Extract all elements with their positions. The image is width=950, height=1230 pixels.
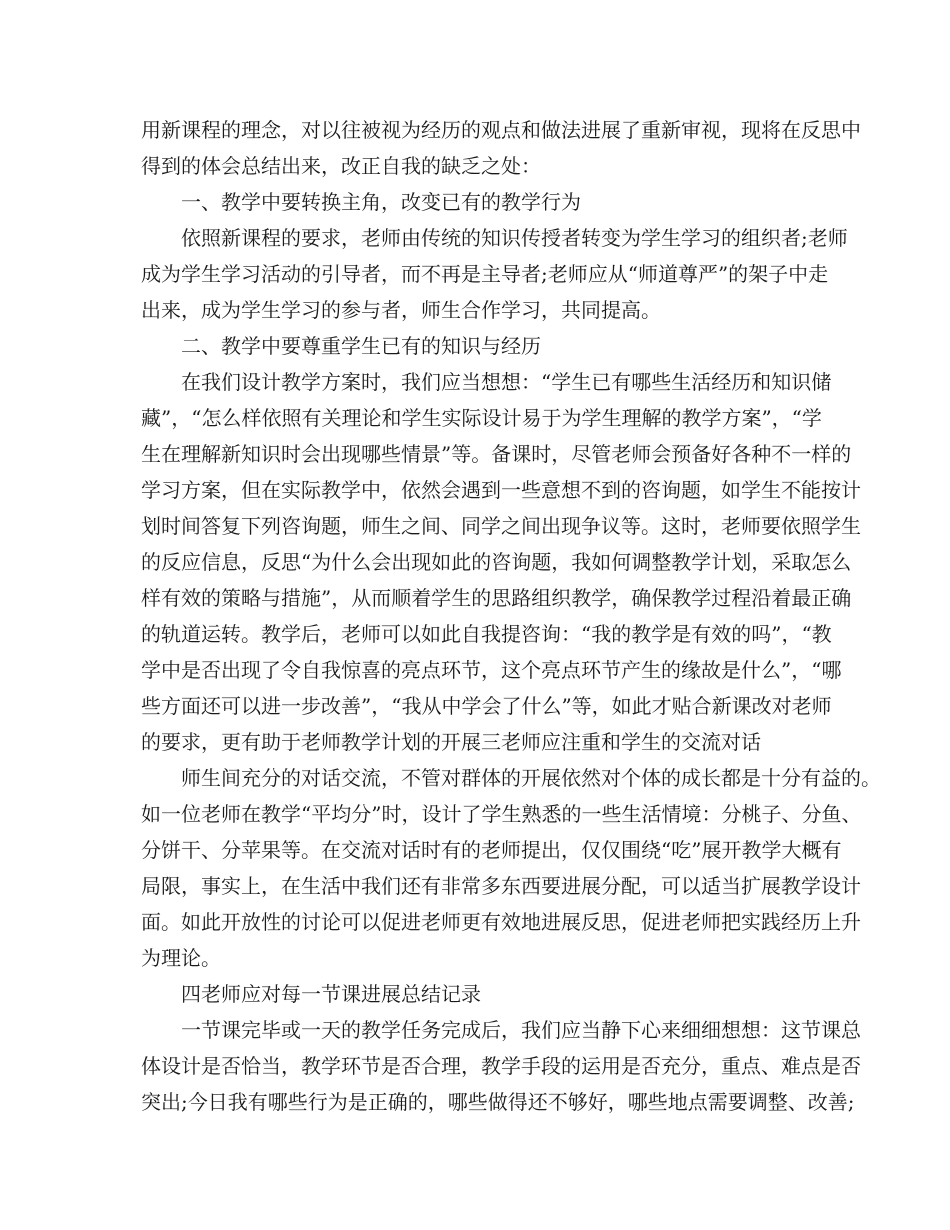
section-heading: 二、教学中要尊重学生已有的知识与经历 [181, 334, 541, 358]
text-line: 一节课完毕或一天的教学任务完成后，我们应当静下心来细细想想：这节课总 [181, 1018, 861, 1042]
text-line: 的反应信息，反思“为什么会出现如此的咨询题，我如何调整教学计划，采取怎么 [141, 550, 852, 574]
text-line: 师生间充分的对话交流，不管对群体的开展依然对个体的成长都是十分有益的。 [181, 766, 881, 790]
text-line: 在我们设计教学方案时，我们应当想想：“学生已有哪些生活经历和知识储 [181, 370, 832, 394]
text-line: 体设计是否恰当，教学环节是否合理，教学手段的运用是否充分，重点、难点是否 [141, 1054, 861, 1078]
text-line: 用新课程的理念，对以往被视为经历的观点和做法进展了重新审视，现将在反思中 [141, 118, 861, 142]
text-line: 得到的体会总结出来，改正自我的缺乏之处： [141, 154, 541, 178]
text-line: 划时间答复下列咨询题，师生之间、同学之间出现争议等。这时，老师要依照学生 [141, 514, 861, 538]
text-line: 面。如此开放性的讨论可以促进老师更有效地进展反思，促进老师把实践经历上升 [141, 910, 861, 934]
text-line: 学中是否出现了令自我惊喜的亮点环节，这个亮点环节产生的缘故是什么”，“哪 [141, 658, 842, 682]
text-line: 藏”，“怎么样依照有关理论和学生实际设计易于为学生理解的教学方案”，“学 [141, 406, 822, 430]
text-line: 的要求，更有助于老师教学计划的开展三老师应注重和学生的交流对话 [141, 730, 761, 754]
text-line: 依照新课程的要求，老师由传统的知识传授者转变为学生学习的组织者;老师 [181, 226, 848, 250]
text-line: 局限，事实上，在生活中我们还有非常多东西要进展分配，可以适当扩展教学设计 [141, 874, 861, 898]
text-line: 分饼干、分苹果等。在交流对话时有的老师提出，仅仅围绕“吃”展开教学大概有 [141, 838, 842, 862]
text-line: 样有效的策略与措施”，从而顺着学生的思路组织教学，确保教学过程沿着最正确 [141, 586, 852, 610]
text-line: 些方面还可以进一步改善”，“我从中学会了什么”等，如此才贴合新课改对老师 [141, 694, 832, 718]
text-line: 为理论。 [141, 946, 221, 970]
text-line: 的轨道运转。教学后，老师可以如此自我提咨询：“我的教学是有效的吗”，“教 [141, 622, 832, 646]
text-line: 出来，成为学生学习的参与者，师生合作学习，共同提高。 [141, 298, 661, 322]
text-line: 成为学生学习活动的引导者，而不再是主导者;老师应从“师道尊严”的架子中走 [141, 262, 829, 286]
text-line: 生在理解新知识时会出现哪些情景”等。备课时，尽管老师会预备好各种不一样的 [141, 442, 852, 466]
section-heading: 一、教学中要转换主角，改变已有的教学行为 [181, 190, 581, 214]
section-heading: 四老师应对每一节课进展总结记录 [181, 982, 481, 1006]
text-line: 学习方案，但在实际教学中，依然会遇到一些意想不到的咨询题，如学生不能按计 [141, 478, 861, 502]
text-line: 如一位老师在教学“平均分”时，设计了学生熟悉的一些生活情境：分桃子、分鱼、 [141, 802, 862, 826]
text-line: 突出;今日我有哪些行为是正确的，哪些做得还不够好，哪些地点需要调整、改善; [141, 1090, 855, 1114]
document-body [141, 112, 881, 1120]
